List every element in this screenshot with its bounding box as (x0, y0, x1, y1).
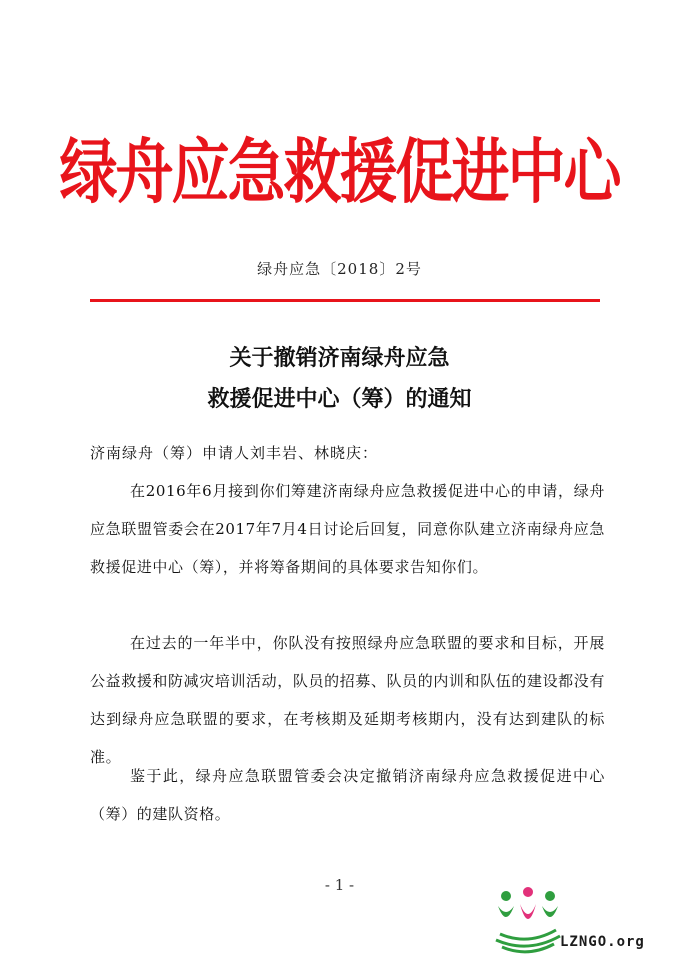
notice-title-line-1: 关于撤销济南绿舟应急 (229, 345, 450, 371)
lzngo-logo-icon (492, 884, 564, 956)
body-paragraph-1: 在2016年6月接到你们筹建济南绿舟应急救援促进中心的申请，绿舟应急联盟管委会在2017年7月4日讨论后回复，同意你队建立济南绿舟应急救援促进中心（筹），并将筹备期间的具体要求告知你们。 (90, 482, 605, 576)
lzngo-watermark (492, 884, 672, 956)
watermark-text: LZNGO.org (560, 934, 645, 950)
notice-title-line-2: 救援促进中心（筹）的通知 (207, 386, 472, 412)
body-paragraph-2: 在过去的一年半中，你队没有按照绿舟应急联盟的要求和目标，开展公益救援和防减灾培训活动，队员的招募、队员的内训和队伍的建设都没有达到绿舟应急联盟的要求，在考核期及延期考核期内，没有达到建队的标准。 (90, 634, 605, 766)
red-divider-line (90, 299, 600, 302)
body-paragraph-3: 鉴于此，绿舟应急联盟管委会决定撤销济南绿舟应急救援促进中心（筹）的建队资格。 (90, 767, 605, 823)
document-number: 绿舟应急〔2018〕2号 (257, 260, 422, 278)
salutation: 济南绿舟（筹）申请人刘丰岩、林晓庆： (90, 444, 379, 462)
masthead-title: 绿舟应急救援促进中心 (59, 131, 620, 213)
page-number: - 1 - (324, 876, 355, 894)
